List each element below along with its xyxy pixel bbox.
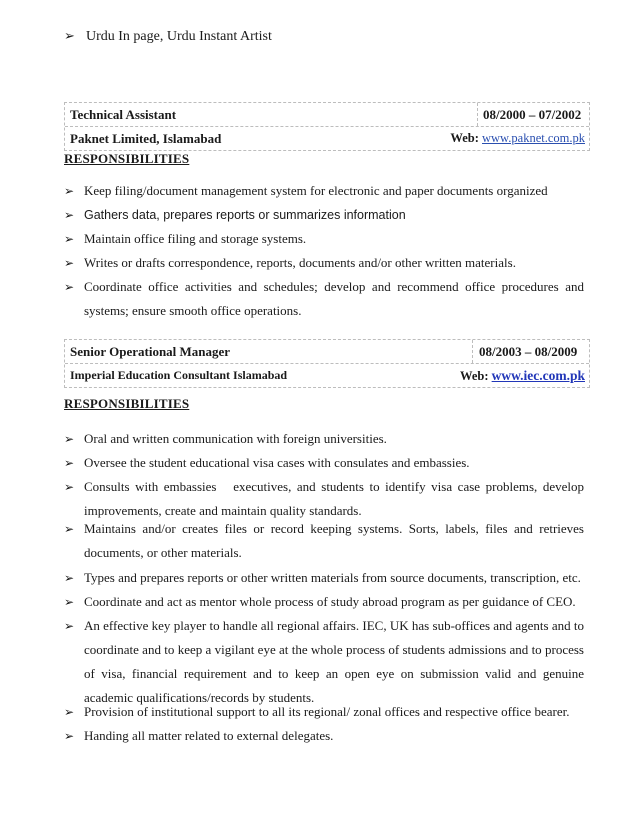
arrow-bullet-icon: ➢ xyxy=(64,432,75,446)
arrow-bullet-icon: ➢ xyxy=(64,184,75,198)
list-item: ➢ Types and prepares reports or other written materials from source documents, transcription, etc. xyxy=(64,566,584,590)
responsibilities-heading: RESPONSIBILITIES xyxy=(64,396,190,411)
company-name: Paknet Limited, Islamabad xyxy=(70,131,222,146)
arrow-bullet-icon: ➢ xyxy=(64,705,75,719)
job-dates: 08/2003 – 08/2009 xyxy=(479,344,578,359)
job-company-row xyxy=(65,364,589,387)
arrow-bullet-icon: ➢ xyxy=(64,456,75,470)
skill-text: Urdu In page, Urdu Instant Artist xyxy=(86,29,272,44)
responsibilities-heading: RESPONSIBILITIES xyxy=(64,151,190,166)
company-web xyxy=(450,130,585,147)
list-item: ➢ Maintain office filing and storage systems. xyxy=(64,227,584,251)
web-link[interactable]: www.iec.com.pk xyxy=(491,368,585,383)
arrow-bullet-icon: ➢ xyxy=(64,232,75,246)
job-title: Technical Assistant xyxy=(70,107,177,122)
column-divider xyxy=(472,340,473,363)
list-item: ➢ Handing all matter related to external delegates. xyxy=(64,724,584,748)
arrow-bullet-icon: ➢ xyxy=(64,571,75,585)
arrow-bullet-icon: ➢ xyxy=(64,208,75,222)
job-title-row xyxy=(65,340,589,364)
column-divider xyxy=(477,103,478,126)
list-item: ➢ Coordinate and act as mentor whole process of study abroad program as per guidance of CEO. xyxy=(64,590,584,614)
job-title: Senior Operational Manager xyxy=(70,344,231,359)
job-company-row xyxy=(65,127,589,150)
list-item: ➢ Consults with embassies executives, and students to identify visa case problems, develop improvements, create and maintain quality standards. xyxy=(64,475,584,523)
arrow-bullet-icon: ➢ xyxy=(64,28,75,43)
job-dates: 08/2000 – 07/2002 xyxy=(483,107,582,122)
arrow-bullet-icon: ➢ xyxy=(64,522,75,536)
arrow-bullet-icon: ➢ xyxy=(64,729,75,743)
list-item: ➢ Writes or drafts correspondence, reports, documents and/or other written materials. xyxy=(64,251,584,275)
job-title-row xyxy=(65,103,589,127)
job-header-technical-assistant xyxy=(64,102,590,151)
list-item: ➢ Keep filing/document management system for electronic and paper documents organized xyxy=(64,179,584,203)
web-label: Web: xyxy=(450,131,479,145)
list-item: ➢ Oversee the student educational visa cases with consulates and embassies. xyxy=(64,451,584,475)
job-header-senior-operational-manager xyxy=(64,339,590,388)
web-link[interactable]: www.paknet.com.pk xyxy=(482,131,585,145)
arrow-bullet-icon: ➢ xyxy=(64,619,75,633)
list-item: ➢ Oral and written communication with foreign universities. xyxy=(64,427,584,451)
list-item: ➢ Gathers data, prepares reports or summarizes information xyxy=(64,203,584,227)
company-web xyxy=(460,367,585,385)
arrow-bullet-icon: ➢ xyxy=(64,595,75,609)
list-item: ➢ Maintains and/or creates files or record keeping systems. Sorts, labels, files and retrieves documents, or other materials. xyxy=(64,517,584,565)
arrow-bullet-icon: ➢ xyxy=(64,280,75,294)
list-item: ➢ An effective key player to handle all regional affairs. IEC, UK has sub-offices and agents and to coordinate and to keep a vigilant eye at the whole process of students admissions and to process of visa, financial requirement and to keep an open eye on submission valid and genuine academic qualifications/records by students. xyxy=(64,614,584,710)
company-name: Imperial Education Consultant Islamabad xyxy=(70,368,288,382)
list-item: ➢ Coordinate office activities and schedules; develop and recommend office procedures and systems; ensure smooth office operations. xyxy=(64,275,584,323)
arrow-bullet-icon: ➢ xyxy=(64,256,75,270)
web-label: Web: xyxy=(460,369,489,383)
arrow-bullet-icon: ➢ xyxy=(64,480,75,494)
skill-item xyxy=(64,26,272,47)
list-item: ➢ Provision of institutional support to all its regional/ zonal offices and respective office bearer. xyxy=(64,700,584,724)
